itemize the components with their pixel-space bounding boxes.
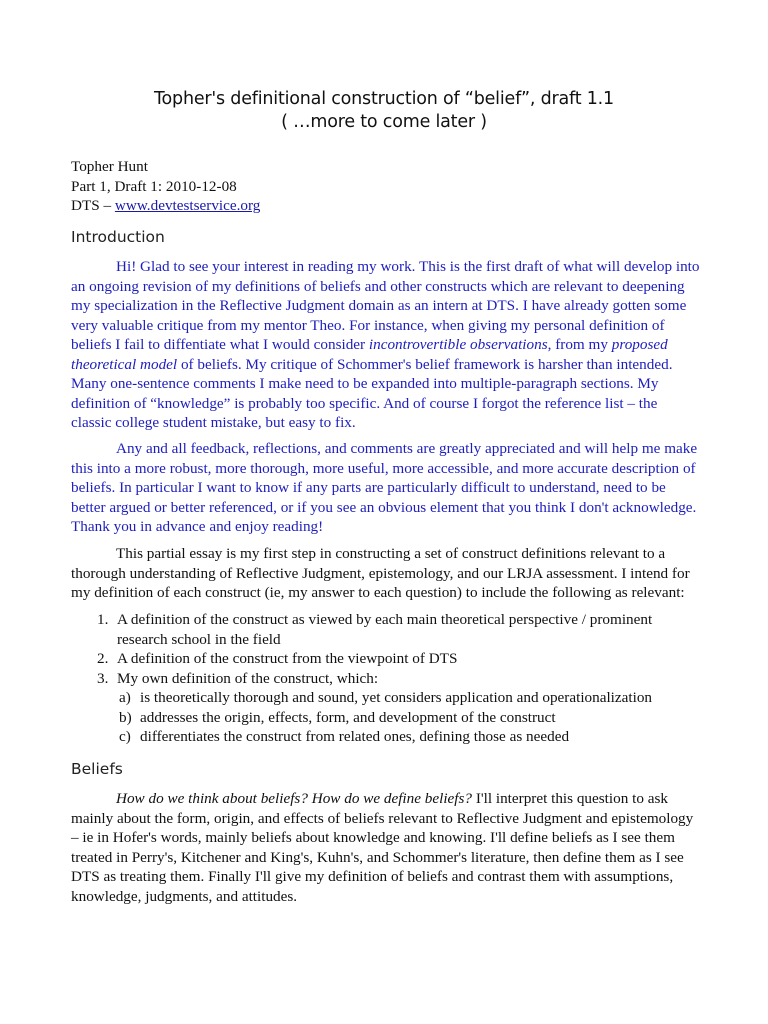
intro-paragraph-3 (71, 544, 696, 603)
text-line: knowledge, judgments, and attitudes. (71, 887, 298, 905)
text-line: definition of “knowledge” is probably too specific. And of course I forgot the reference list – the (71, 394, 658, 412)
author-name: Topher Hunt (71, 158, 148, 175)
intro-paragraph-2 (71, 439, 696, 537)
list-item: 2. A definition of the construct from the viewpoint of DTS (97, 650, 458, 667)
text-line: better argued or better referenced, or if you see an obvious element that you think I don't acknowledge. (71, 498, 697, 516)
list-item-continuation: research school in the field (117, 630, 281, 648)
sublist-item: b) addresses the origin, effects, form, and development of the construct (119, 708, 556, 726)
list-item: 3. My own definition of the construct, which: (97, 669, 379, 687)
text-line: classic college student mistake, but easy to fix. (71, 414, 356, 431)
organization-line (71, 196, 260, 216)
text-line: my specialization in the Reflective Judgment domain as an intern at DTS. I have already gotten some (71, 297, 687, 314)
text-line: Hi! Glad to see your interest in reading my work. This is the first draft of what will develop into (116, 258, 700, 275)
intro-paragraph-1 (71, 257, 700, 433)
text-line: very valuable critique from my mentor Theo. For instance, when giving my personal definition of (71, 316, 665, 334)
text-line: beliefs. In particular I want to know if any parts are particularly difficult to understand, need to be (71, 479, 666, 496)
text-line: my definition of each construct (ie, my answer to each question) to include the following as relevant: (71, 584, 685, 601)
text-line: this into a more robust, more thorough, more useful, more accessible, and more accurate description of (71, 459, 696, 477)
text-line: treated in Perry's, Kitchener and King's, Kuhn's, and Schommer's literature, then define them as I see (71, 848, 684, 866)
organization-link[interactable]: www.devtestservice.org (114, 197, 261, 214)
beliefs-paragraph (71, 789, 696, 906)
document-title-line-1: Topher's definitional construction of “belief”, draft 1.1 (154, 89, 614, 109)
text-line: Many one-sentence comments I make need to be expanded into multiple-paragraph sections. My (71, 375, 659, 392)
text-line: – ie in Hofer's words, mainly beliefs about knowledge and knowing. I'll define beliefs as I see them (71, 829, 675, 846)
document-title-line-2: ( …more to come later ) (281, 112, 487, 132)
text-line: thorough understanding of Reflective Judgment, epistemology, and our LRJA assessment. I intend for (71, 564, 690, 582)
introduction-heading: Introduction (71, 228, 165, 246)
text-line: mainly about the form, origin, and effects of beliefs relevant to Reflective Judgment and epistemology (71, 809, 694, 827)
list-item: 1. A definition of the construct as viewed by each main theoretical perspective / prominent (97, 611, 653, 628)
text-line: How do we think about beliefs? How do we define beliefs? I'll interpret this question to ask (116, 790, 668, 807)
text-line: theoretical model of beliefs. My critique of Schommer's belief framework is harsher than intended. (71, 355, 673, 373)
draft-info: Part 1, Draft 1: 2010-12-08 (71, 178, 237, 195)
sublist-item: a) is theoretically thorough and sound, yet considers application and operationalization (119, 689, 653, 706)
sublist-item: c) differentiates the construct from related ones, defining those as needed (119, 728, 570, 745)
beliefs-heading: Beliefs (71, 760, 123, 778)
text-line: This partial essay is my first step in constructing a set of construct definitions relevant to a (116, 545, 666, 562)
numbered-list (71, 610, 711, 747)
organization-prefix: DTS – (71, 197, 115, 214)
text-line: an ongoing revision of my definitions of beliefs and other constructs which are relevant to deepening (71, 277, 685, 295)
text-line: Thank you in advance and enjoy reading! (71, 518, 324, 535)
text-line: DTS as treating them. Finally I'll give my definition of beliefs and contrast them with assumptions, (71, 868, 674, 885)
text-line: Any and all feedback, reflections, and comments are greatly appreciated and will help me make (116, 440, 698, 457)
text-line: beliefs I fail to diffentiate what I would consider incontrovertible observations, from my proposed (71, 336, 668, 353)
